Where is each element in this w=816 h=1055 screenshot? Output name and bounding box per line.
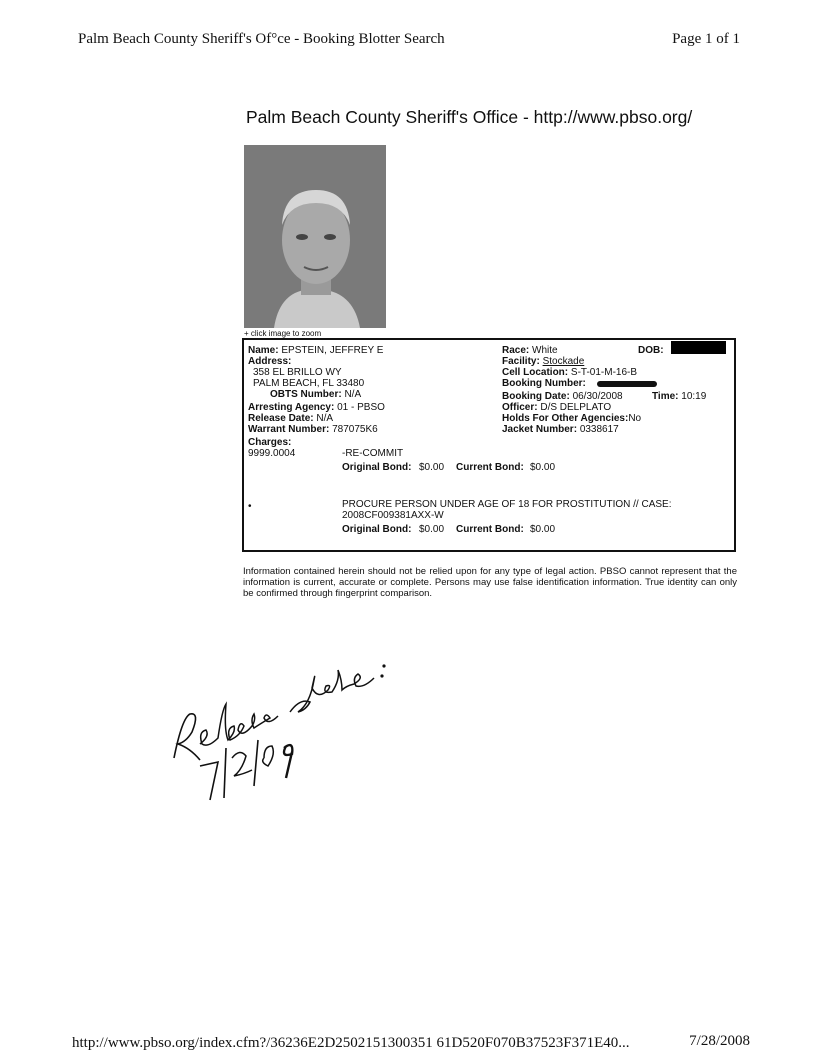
original-bond-label: Original Bond:: [342, 462, 412, 473]
name-row: Name: EPSTEIN, JEFFREY E: [248, 345, 384, 356]
race-row: Race: White: [502, 345, 558, 356]
charge-case-number: 2008CF009381AXX-W: [342, 510, 444, 521]
mugshot-image: [244, 145, 386, 328]
current-bond-label: Current Bond:: [456, 524, 524, 535]
jacket-number-row: Jacket Number: 0338617: [502, 424, 619, 435]
page-number: Page 1 of 1: [672, 31, 740, 47]
booking-date-row: Booking Date: 06/30/2008: [502, 391, 623, 402]
current-bond-value: $0.00: [530, 524, 556, 535]
original-bond-label: Original Bond:: [342, 524, 412, 535]
booking-time-row: Time: 10:19: [652, 391, 707, 402]
facility-row: Facility: Stockade: [502, 356, 585, 367]
cell-location-row: Cell Location: S-T-01-M-16-B: [502, 367, 638, 378]
site-title: Palm Beach County Sheriff's Office - http://www.pbso.org/: [246, 107, 693, 127]
warrant-number-row: Warrant Number: 787075K6: [248, 424, 378, 435]
charge-code: 9999.0004: [248, 448, 296, 459]
officer-row: Officer: D/S DELPLATO: [502, 402, 612, 413]
charge-code: •: [248, 501, 252, 512]
charges-label: Charges:: [248, 437, 292, 448]
disclaimer-text: Information contained herein should not be relied upon for any type of legal action. PBSO cannot represent that the information is current, accurate or complete. Persons may use false identification information. True identity can only be confirmed through fingerprint comparison.: [243, 566, 737, 599]
arresting-agency-row: Arresting Agency: 01 - PBSO: [248, 402, 385, 413]
redaction-bar: [671, 341, 726, 354]
original-bond-value: $0.00: [419, 462, 445, 473]
charge-description: -RE-COMMIT: [342, 448, 404, 459]
handwritten-release-date: [160, 640, 420, 810]
dob-label: DOB:: [638, 345, 664, 356]
redacted-booking-number: [597, 381, 657, 387]
page-header-title: Palm Beach County Sheriff's Of°ce - Booking Blotter Search: [78, 31, 445, 47]
charge-description: PROCURE PERSON UNDER AGE OF 18 FOR PROSTITUTION // CASE:: [342, 499, 672, 510]
booking-photo[interactable]: [244, 145, 386, 328]
obts-row: OBTS Number: N/A: [270, 389, 362, 400]
photo-zoom-link[interactable]: + click image to zoom: [244, 329, 322, 338]
address-line-1: 358 EL BRILLO WY: [253, 367, 342, 378]
address-line-2: PALM BEACH, FL 33480: [253, 378, 365, 389]
booking-number-label: Booking Number:: [502, 378, 586, 389]
release-date-row: Release Date: N/A: [248, 413, 334, 424]
current-bond-label: Current Bond:: [456, 462, 524, 473]
footer-date: 7/28/2008: [689, 1033, 750, 1049]
footer-url[interactable]: http://www.pbso.org/index.cfm?/36236E2D2502151300351 61D520F070B37523F371E40...: [72, 1035, 630, 1051]
current-bond-value: $0.00: [530, 462, 556, 473]
holds-row: Holds For Other Agencies:No: [502, 413, 642, 424]
address-label: Address:: [248, 356, 292, 367]
original-bond-value: $0.00: [419, 524, 445, 535]
facility-link[interactable]: Stockade: [542, 356, 585, 367]
